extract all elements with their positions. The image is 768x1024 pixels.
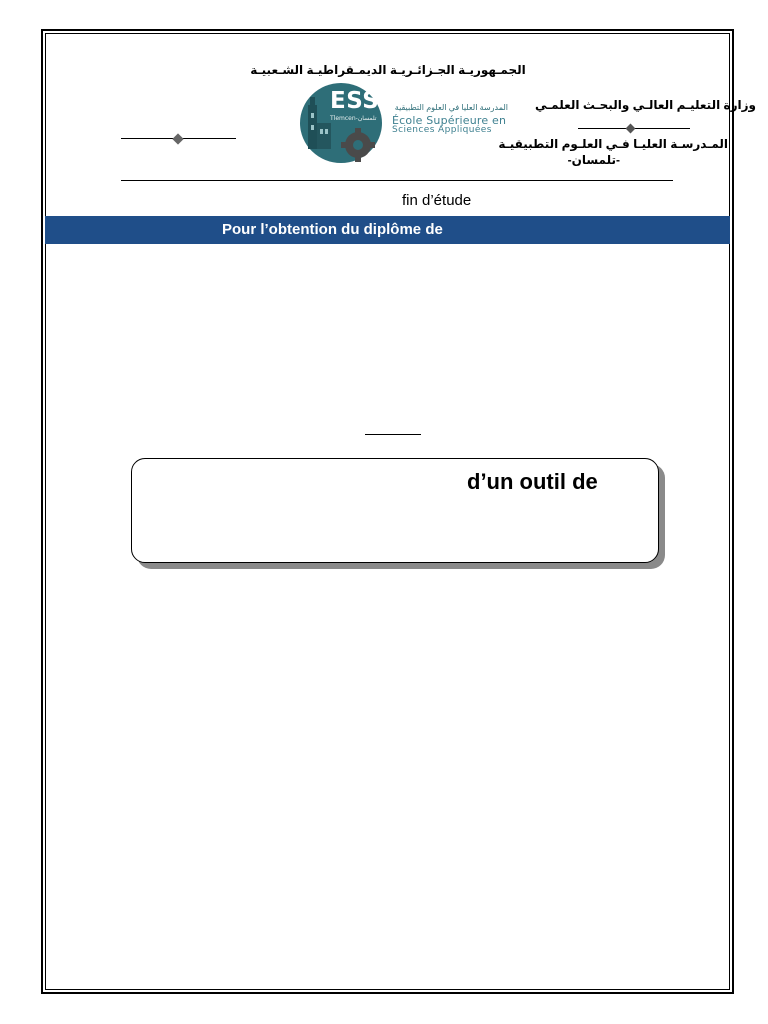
diploma-band	[45, 216, 730, 244]
ministry-name: وزارة التعليـم العالـي والبحـث العلمـي	[534, 98, 756, 112]
title-box	[131, 458, 659, 563]
school-name-ar: المـدرسـة العليـا فـي العلـوم التطبيقيـة	[498, 137, 728, 151]
logo-name-fr-line1: École Supérieure en	[392, 114, 507, 127]
logo-emblem	[300, 83, 398, 163]
logo-city: Tlemcen-تلمسان	[330, 115, 377, 122]
ministry-divider	[578, 128, 690, 129]
school-city-ar: -تلمسان-	[567, 153, 620, 167]
left-ornament-divider	[121, 138, 236, 139]
logo-name-fr-line2: Sciences Appliquées	[392, 125, 492, 135]
memoire-type: fin d’étude	[402, 192, 472, 209]
logo-acronym: ESSA	[330, 88, 398, 114]
thesis-title: d’un outil de	[467, 469, 598, 494]
school-logo	[300, 83, 512, 163]
diploma-band-text: Pour l’obtention du diplôme de	[222, 221, 443, 238]
short-separator	[365, 434, 421, 435]
republic-heading: الجمـهوريـة الجـزائـريـة الديمـقراطيـة الشـعبيـة	[250, 63, 526, 77]
header-separator	[121, 180, 673, 181]
logo-name-ar: المدرسة العليا في العلوم التطبيقية	[394, 103, 508, 112]
